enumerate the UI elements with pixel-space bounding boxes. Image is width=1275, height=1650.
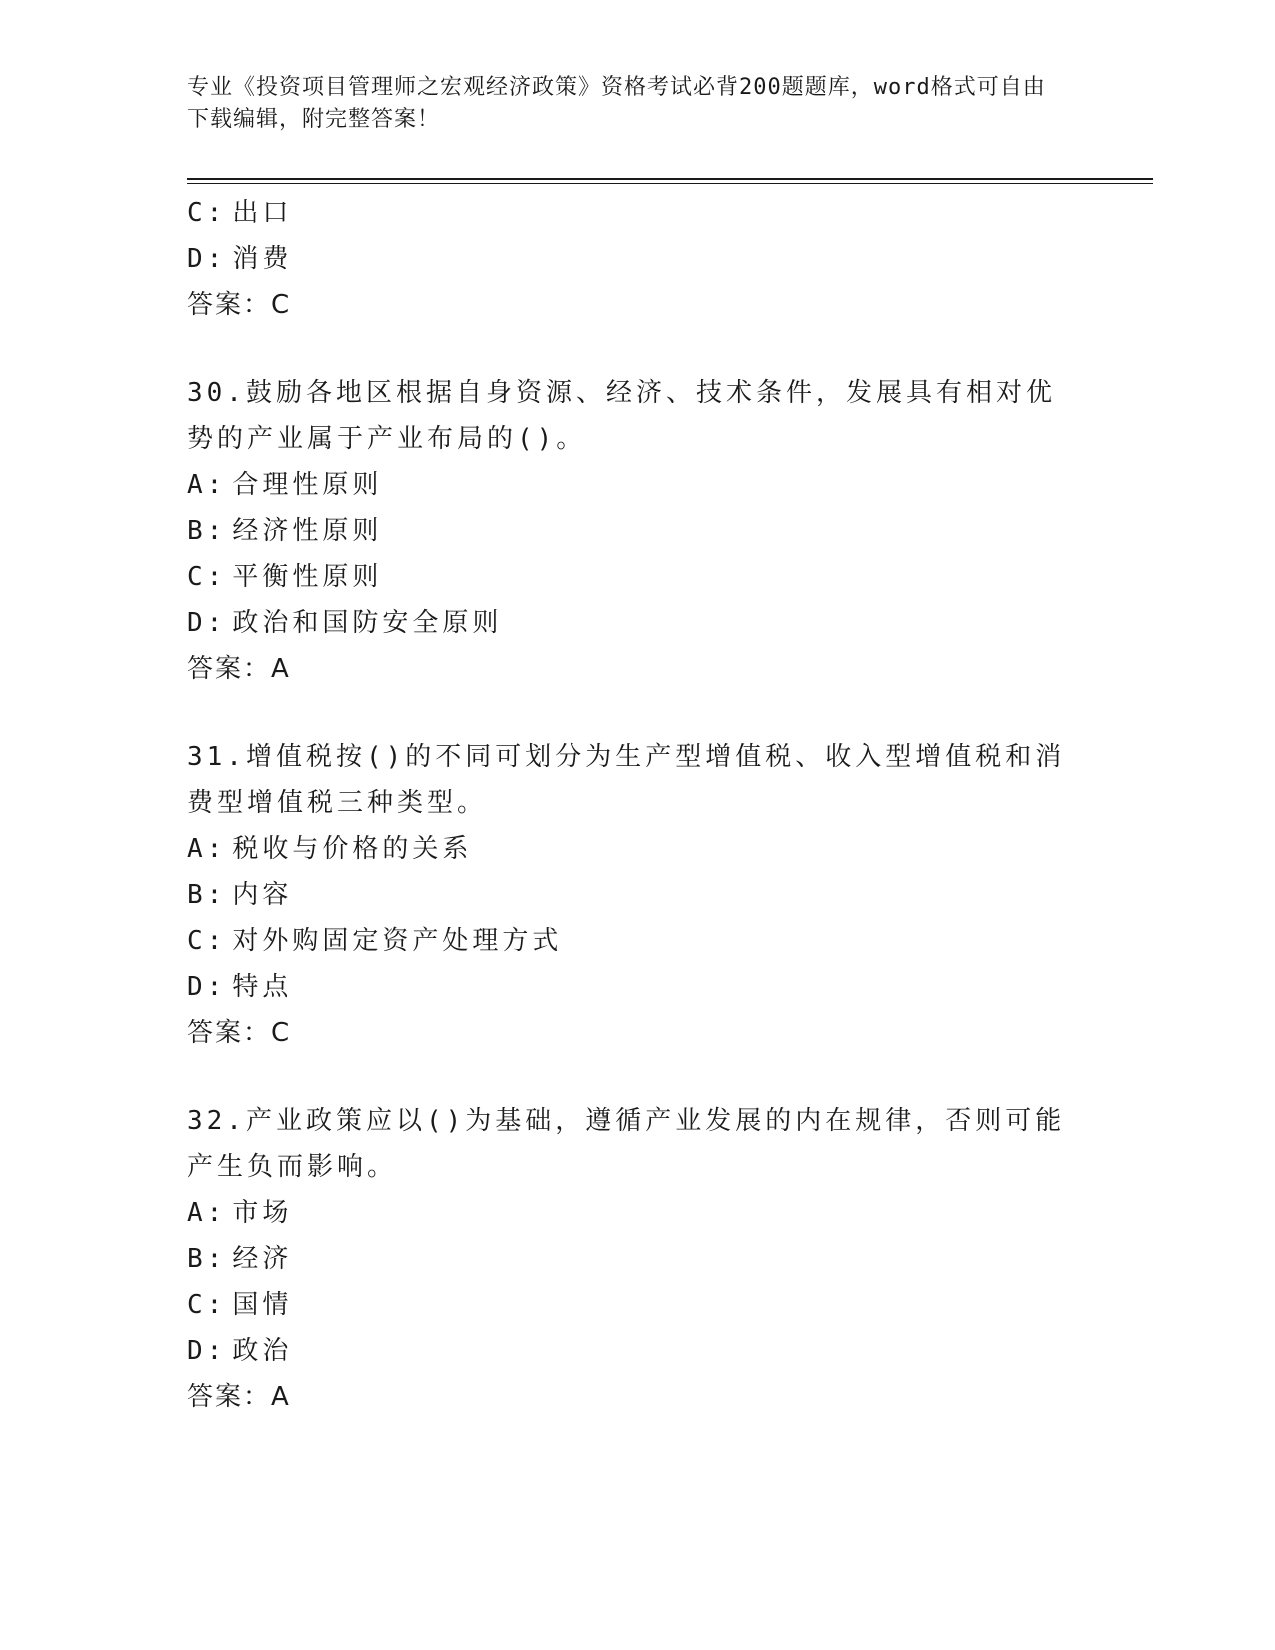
option-text: 政治	[232, 1336, 293, 1366]
option-label: B:	[187, 516, 227, 546]
option-label: B:	[187, 880, 227, 910]
option-label: A:	[187, 1198, 227, 1228]
option-label: B:	[187, 1244, 227, 1274]
option-c	[187, 190, 1087, 236]
option-text: 出口	[232, 198, 293, 228]
option-c	[187, 1282, 1087, 1328]
option-text: 国情	[232, 1290, 293, 1320]
option-b	[187, 872, 1087, 918]
option-text: 内容	[232, 880, 293, 910]
header-divider-thick	[187, 178, 1153, 180]
option-label: C:	[187, 198, 227, 228]
option-a	[187, 826, 1087, 872]
question-text: 31.增值税按()的不同可划分为生产型增值税、收入型增值税和消费型增值税三种类型。	[187, 742, 1066, 818]
option-label: A:	[187, 470, 227, 500]
option-label: D:	[187, 608, 227, 638]
option-d	[187, 1328, 1087, 1374]
option-label: D:	[187, 244, 227, 274]
option-a	[187, 462, 1087, 508]
option-a	[187, 1190, 1087, 1236]
header-divider-thin	[187, 183, 1153, 184]
option-c	[187, 918, 1087, 964]
option-d	[187, 964, 1087, 1010]
option-text: 经济	[232, 1244, 293, 1274]
option-text: 对外购固定资产处理方式	[232, 926, 563, 956]
option-b	[187, 508, 1087, 554]
option-label: C:	[187, 926, 227, 956]
option-c	[187, 554, 1087, 600]
option-text: 税收与价格的关系	[232, 834, 473, 864]
question-text: 30.鼓励各地区根据自身资源、经济、技术条件，发展具有相对优势的产业属于产业布局的()。	[187, 378, 1056, 454]
option-b	[187, 1236, 1087, 1282]
option-text: 平衡性原则	[232, 562, 383, 592]
question-30	[187, 370, 1087, 692]
question-text: 32.产业政策应以()为基础，遵循产业发展的内在规律，否则可能产生负而影响。	[187, 1106, 1066, 1182]
answer-line: 答案：A	[187, 1382, 291, 1412]
answer-line: 答案：C	[187, 1018, 292, 1048]
option-text: 经济性原则	[232, 516, 383, 546]
question-32	[187, 1098, 1087, 1420]
option-label: D:	[187, 972, 227, 1002]
option-label: C:	[187, 1290, 227, 1320]
option-label: D:	[187, 1336, 227, 1366]
question-list	[187, 190, 1087, 1420]
question-31	[187, 734, 1087, 1056]
option-label: A:	[187, 834, 227, 864]
option-text: 消费	[232, 244, 293, 274]
option-text: 市场	[232, 1198, 293, 1228]
answer-line: 答案：A	[187, 654, 291, 684]
option-d	[187, 600, 1087, 646]
option-text: 合理性原则	[232, 470, 383, 500]
answer-line: 答案：C	[187, 290, 292, 320]
page-header: 专业《投资项目管理师之宏观经济政策》资格考试必背200题题库，word格式可自由下载编辑，附完整答案！	[187, 75, 1046, 132]
option-text: 特点	[232, 972, 293, 1002]
question-continued	[187, 190, 1087, 328]
option-label: C:	[187, 562, 227, 592]
option-d	[187, 236, 1087, 282]
option-text: 政治和国防安全原则	[232, 608, 503, 638]
